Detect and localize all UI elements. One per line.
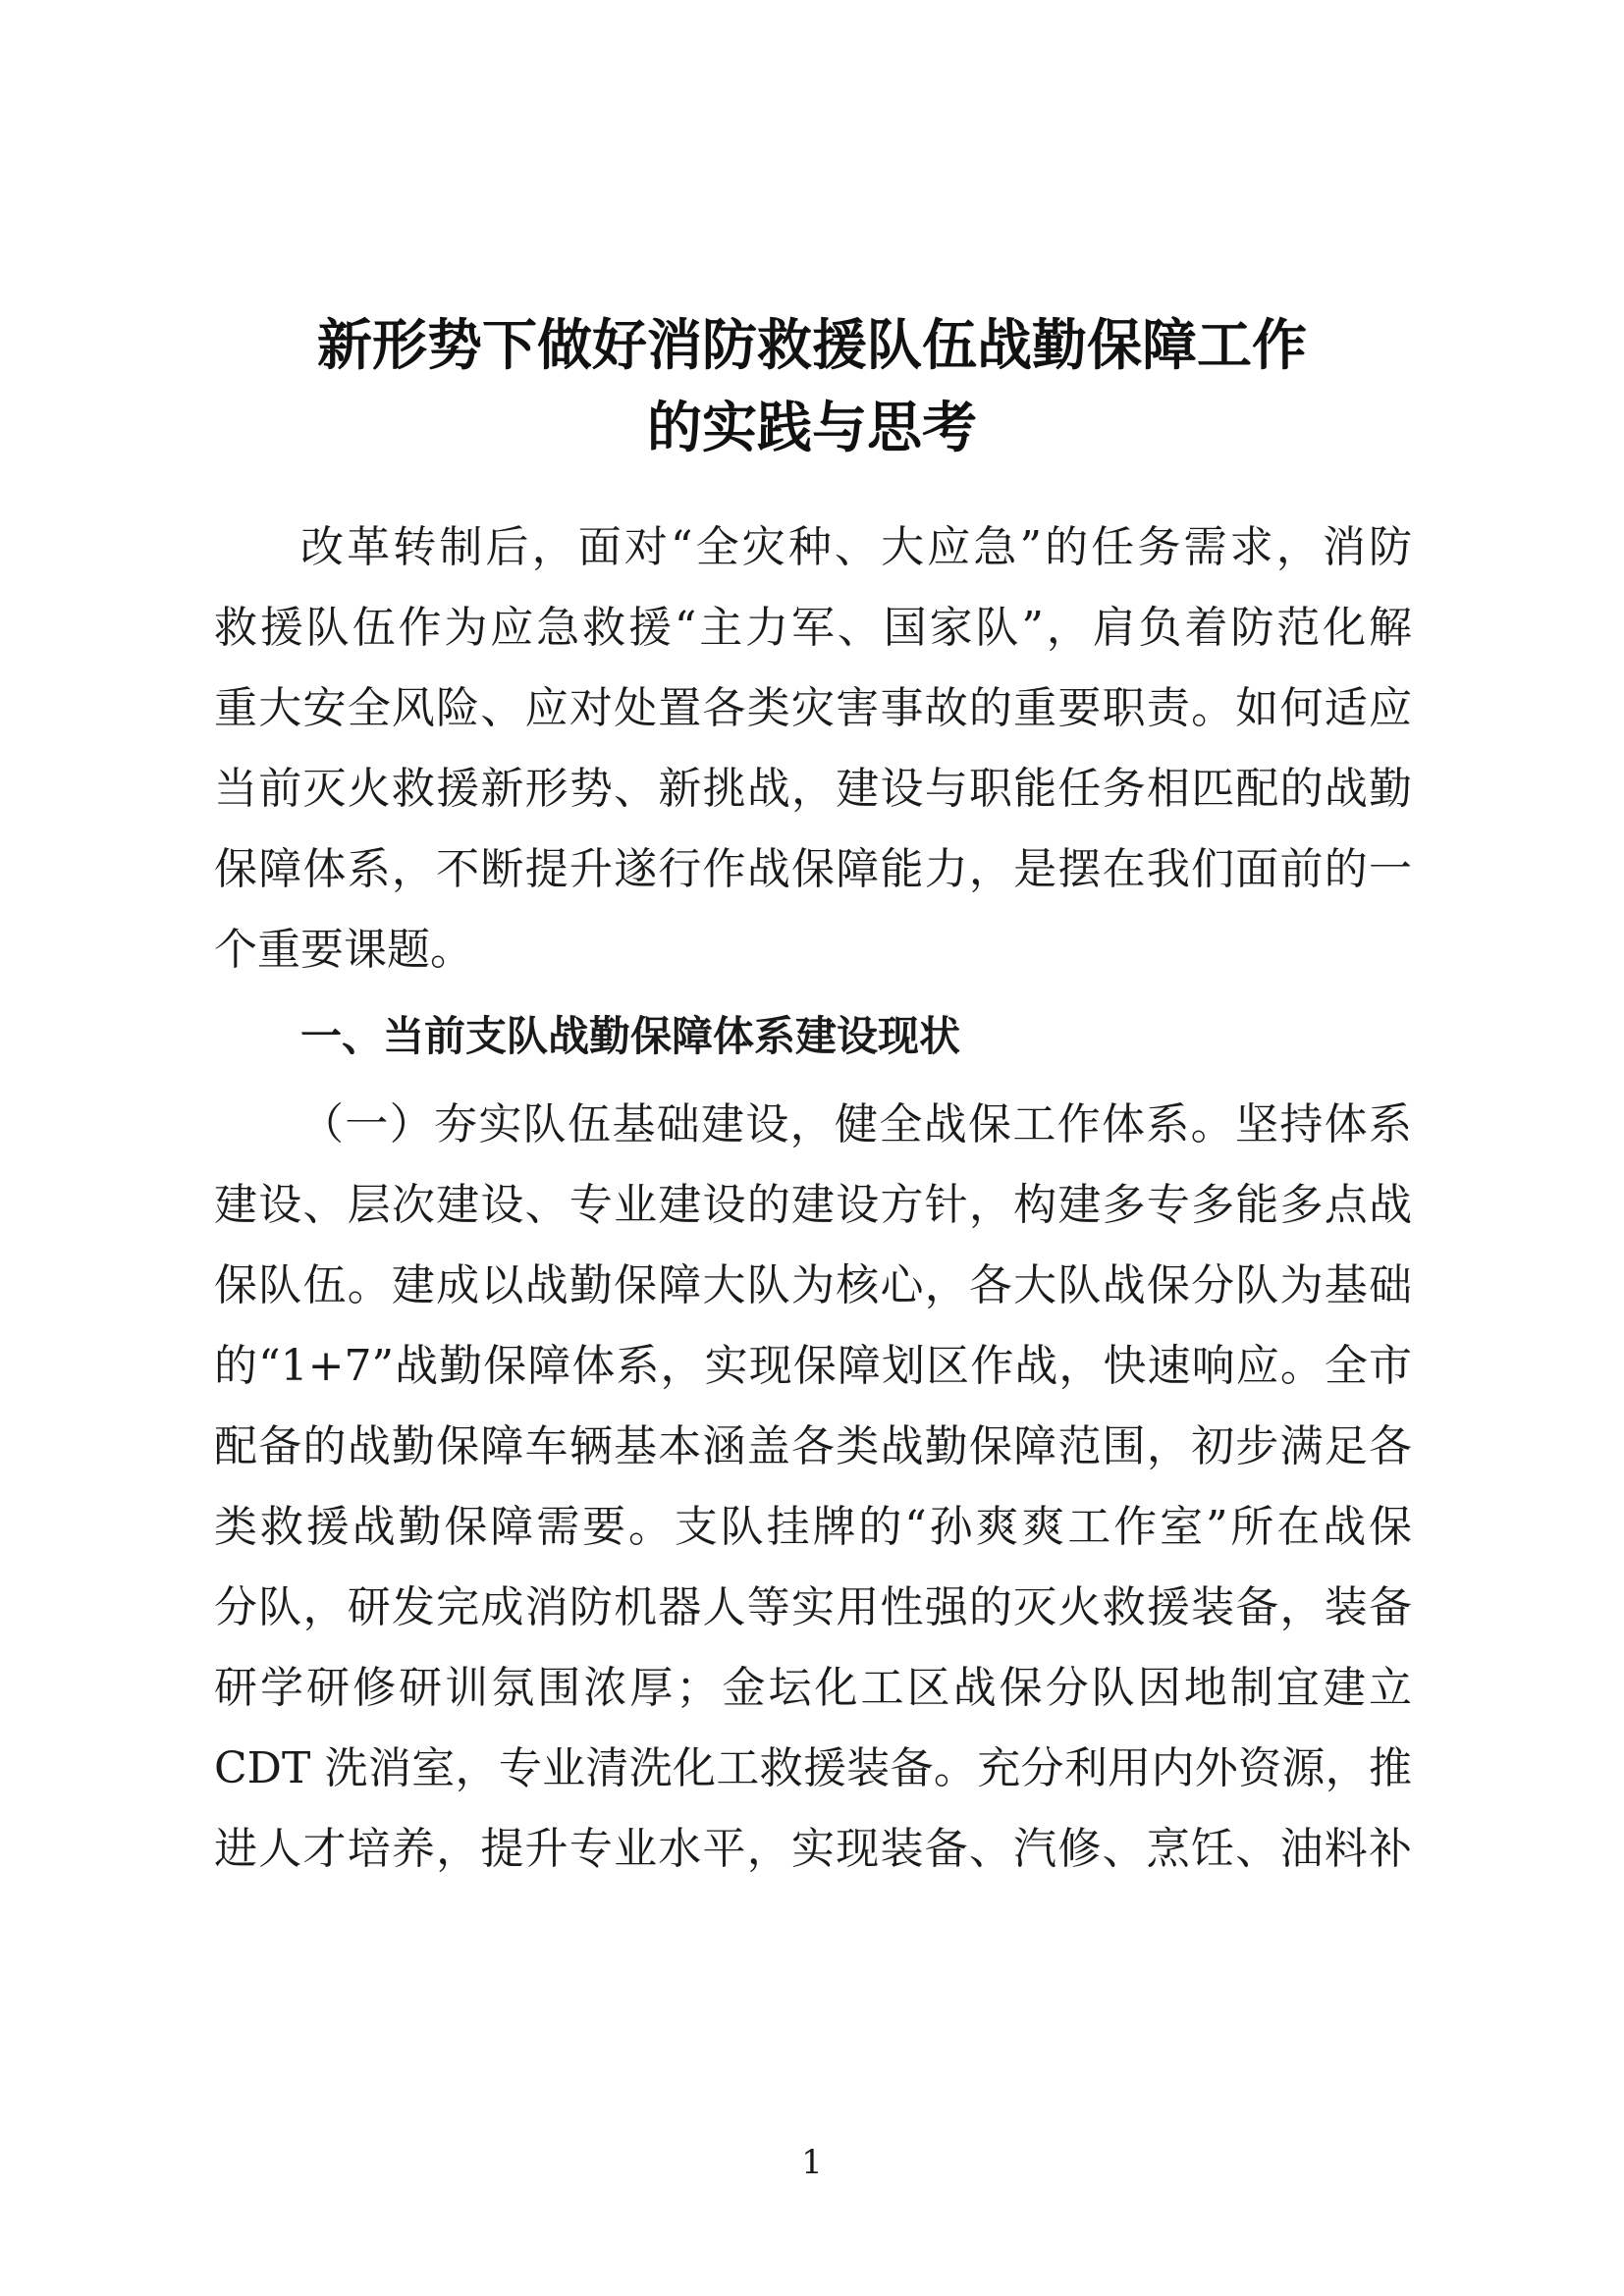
intro-line-2: 救援队伍作为应急救援“主力军、国家队”，肩负着防范化解: [214, 603, 1412, 653]
section-line-1: （一）夯实队伍基础建设，健全战保工作体系。坚持体系: [300, 1099, 1412, 1149]
section-line-3: 保队伍。建成以战勤保障大队为核心，各大队战保分队为基础: [214, 1260, 1412, 1310]
section-heading: 一、当前支队战勤保障体系建设现状: [300, 1012, 961, 1060]
section-line-6: 类救援战勤保障需要。支队挂牌的“孙爽爽工作室”所在战保: [214, 1502, 1412, 1552]
section-line-8: 研学研修研训氛围浓厚；金坛化工区战保分队因地制宜建立: [214, 1663, 1412, 1713]
section-line-5: 配备的战勤保障车辆基本涵盖各类战勤保障范围，初步满足各: [214, 1421, 1412, 1471]
intro-line-6: 个重要课题。: [214, 925, 473, 975]
intro-line-4: 当前灭火救援新形势、新挑战，建设与职能任务相匹配的战勤: [214, 764, 1412, 814]
section-line-10: 进人才培养，提升专业水平，实现装备、汽修、烹饪、油料补: [214, 1824, 1412, 1874]
page-number: 1: [801, 2143, 823, 2182]
intro-line-3: 重大安全风险、应对处置各类灾害事故的重要职责。如何适应: [214, 683, 1412, 733]
section-line-9: CDT 洗消室，专业清洗化工救援装备。充分利用内外资源，推: [214, 1743, 1412, 1793]
document-title-line-2: 的实践与思考: [647, 397, 977, 460]
intro-line-5: 保障体系，不断提升遂行作战保障能力，是摆在我们面前的一: [214, 844, 1412, 894]
section-line-7: 分队，研发完成消防机器人等实用性强的灭火救援装备，装备: [214, 1582, 1412, 1632]
intro-line-1: 改革转制后，面对“全灾种、大应急”的任务需求，消防: [300, 522, 1412, 572]
document-title-line-1: 新形势下做好消防救援队伍战勤保障工作: [317, 314, 1307, 378]
section-line-2: 建设、层次建设、专业建设的建设方针，构建多专多能多点战: [214, 1180, 1412, 1230]
section-line-4: 的“1+7”战勤保障体系，实现保障划区作战，快速响应。全市: [214, 1341, 1412, 1391]
